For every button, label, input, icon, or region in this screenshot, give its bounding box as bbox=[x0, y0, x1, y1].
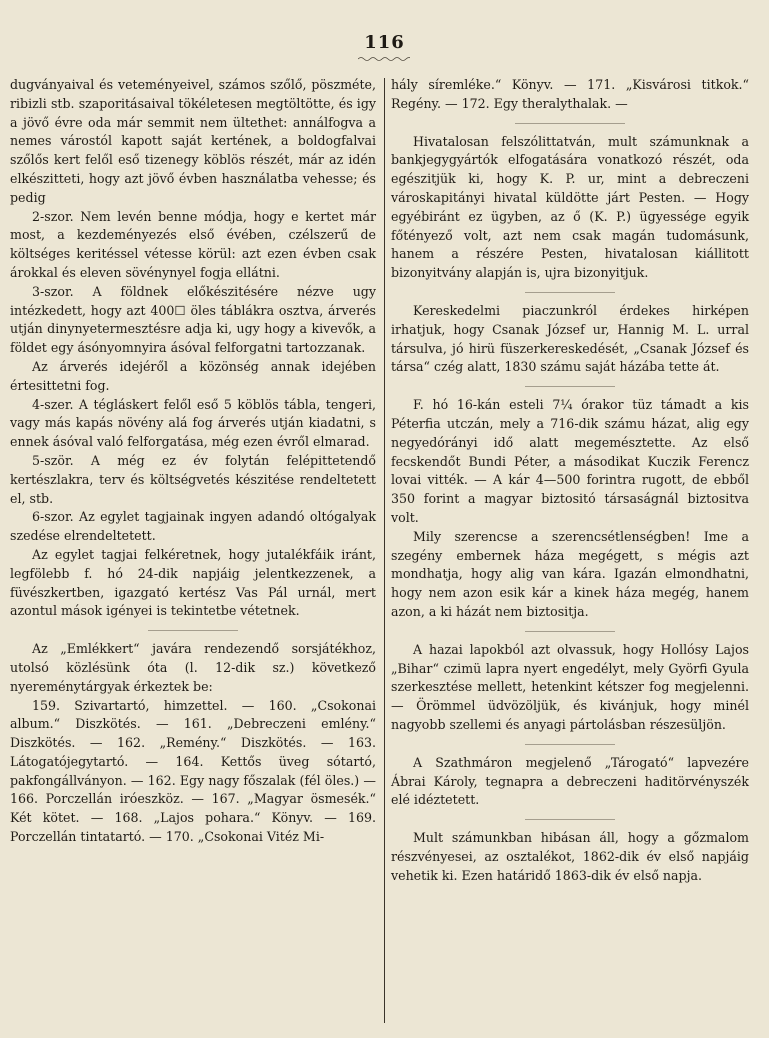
left-column bbox=[10, 76, 376, 847]
article-tarogato: A Szathmáron megjelenő „Tárogató“ lapvezére Ábrai Károly, tegnapra a debreczeni haditörvényszék elé idéztetett. bbox=[391, 754, 749, 808]
paragraph-auction-notice: Az árverés idejéről a közönség annak idejében értesittetni fog. bbox=[10, 358, 376, 393]
article-official-notice: Hivatalosan felszólittatván, mult számunknak a bankjegygyártók elfogatására vonatkozó részét, oda egészitjük ki, hogy K. P. ur, mint a debreczeni városkapitányi hivatal küldötte járt Pesten. — Hogy egyébiránt ez ügyben, az ő (K. P.) ügyessége egyik főtényező volt, azt nem csak magán tudomásunk, hanem a részére Pesten, hivatalosan kiállitott bizonyitvány alapján is, ujra bizonyitjuk. bbox=[391, 133, 749, 281]
section-separator bbox=[148, 630, 238, 631]
paragraph-lottery-intro: Az „Emlékkert“ javára rendezendő sorsjátékhoz, utolsó közlésünk óta (l. 12-dik sz.) következő nyereménytárgyak érkeztek be: bbox=[10, 641, 376, 694]
paragraph-prize-list: 159. Szivartartó, himzettel. — 160. „Csokonai album.“ Diszkötés. — 161. „Debreczeni emlény.“ Diszkötés. — 162. „Remény.“ Diszkötés. — 163. Látogatójegytartó. — 164. Kettős üveg sótartó, pakfongállványon. — 162. Egy nagy főszalak (fél öles.) — 166. Porczellán iróeszköz. — 167. „Magyar ösmesék.“ Két kötet. — 168. „Lajos pohara.“ Könyv. — 169. Porczellán tintatartó. — 170. „Csokonai Vitéz Mi- bbox=[10, 697, 376, 845]
section-separator bbox=[525, 631, 615, 632]
section-separator bbox=[525, 292, 615, 293]
paragraph-members-notice: Az egylet tagjai felkéretnek, hogy jutalékfáik iránt, legfölebb f. hó 24-dik napjáig jelentkezzenek, a füvészkertben, igazgató kertész Vas Pál urnál, mert azontul mások igényei is tekintetbe vétetnek. bbox=[10, 546, 376, 619]
section-separator bbox=[525, 386, 615, 387]
paragraph-item-5: 5-ször. A még ez év folytán felépittetendő kertészlakra, terv és költségvetés készitése rendeltetett el, stb. bbox=[10, 452, 376, 506]
article-correction: Mult számunkban hibásan áll, hogy a gőzmalom részvényesei, az osztalékot, 1862-dik év első napjáig vehetik ki. Ezen határidő 1863-dik év első napja. bbox=[391, 830, 749, 883]
right-column bbox=[391, 76, 749, 885]
section-separator bbox=[525, 744, 615, 745]
page-number: 116 bbox=[364, 32, 405, 53]
paragraph-prize-list-continued: hály síremléke.“ Könyv. — 171. „Kisvárosi titkok.“ Regény. — 172. Egy theralythalak. — bbox=[391, 77, 749, 111]
paragraph-intro: dugványaival és veteményeivel, számos szőlő, pöszméte, ribizli stb. szaporitásaival tökéletesen megtöltötte, és igy a jövő évre oda már semmit nem ültethet: annálfogva a nemes várostól kapott saját kertének, a boldogfalvai szőlős kert felől eső tizenegy köblös részét, már az idén elkészitteti, hogy azt jövő évben használatba vehesse; és pedig bbox=[10, 77, 376, 205]
section-separator bbox=[525, 819, 615, 820]
paragraph-item-3: 3-szor. A földnek előkészitésére nézve ugy intézkedett, hogy azt 400☐ öles táblákra osztva, árverés utján dinynyetermesztésre adja ki, ugy hogy a kivevők, a földet egy ásónyomnyira ásóval felforgatni tartozzanak. bbox=[10, 283, 376, 356]
paragraph-item-4: 4-szer. A tégláskert felől eső 5 köblös tábla, tengeri, vagy más kapás növény alá fog árverés utján kiadatni, s ennek ásóval való felforgatása, még ezen évről elmarad. bbox=[10, 396, 376, 450]
article-fire-report: F. hó 16-kán esteli 7¼ órakor tüz támadt a kis Péterfia utczán, mely a 716-dik számu házat, alig egy negyedórányi idő alatt megemésztette. Az első fecskendőt Bundi Péter, a másodikat Kuczik Ferencz lovai vitték. — A kár 4—500 forintra rugott, de ebből 350 forint a magyar biztositó társaságnál biztositva volt. bbox=[391, 397, 749, 525]
paragraph-item-6: 6-szor. Az egylet tagjainak ingyen adandó oltógalyak szedése elrendeltetett. bbox=[10, 509, 376, 544]
article-commerce: Kereskedelmi piaczunkról érdekes hirképen irhatjuk, hogy Csanak József ur, Hannig M. L. urral társulva, jó hirü füszerkereskedését, „Csanak József és társa“ czég alatt, 1830 számu saját házába tette át. bbox=[391, 302, 749, 375]
article-bihar-newspaper: A hazai lapokból azt olvassuk, hogy Hollósy Lajos „Bihar“ czimü lapra nyert engedélyt, mely Györfi Gyula szerkesztése mellett, hetenkint kétszer fog megjelenni.— Örömmel üdvözöljük, és kivánjuk, hogy minél nagyobb szellemi és anyagi pártolásban részesüljön. bbox=[391, 641, 749, 732]
paragraph-item-2: 2-szor. Nem levén benne módja, hogy e kertet már most, a kezdeményezés első évében, czélszerű de költséges keritéssel vétesse körül: azt ezen évben csak árokkal és eleven sövénynyel fogja ellátni. bbox=[10, 208, 376, 280]
column-divider bbox=[384, 78, 385, 1023]
section-separator bbox=[515, 123, 625, 124]
article-fire-comment: Mily szerencse a szerencsétlenségben! Ime a szegény embernek háza megégett, s mégis azt mondhatja, hogy alig van kára. Igazán elmondhatni, hogy nem azon esik kár a kinek háza megég, hanem azon, a ki házát nem biztositja. bbox=[391, 528, 749, 619]
wavy-ornament bbox=[358, 56, 410, 62]
